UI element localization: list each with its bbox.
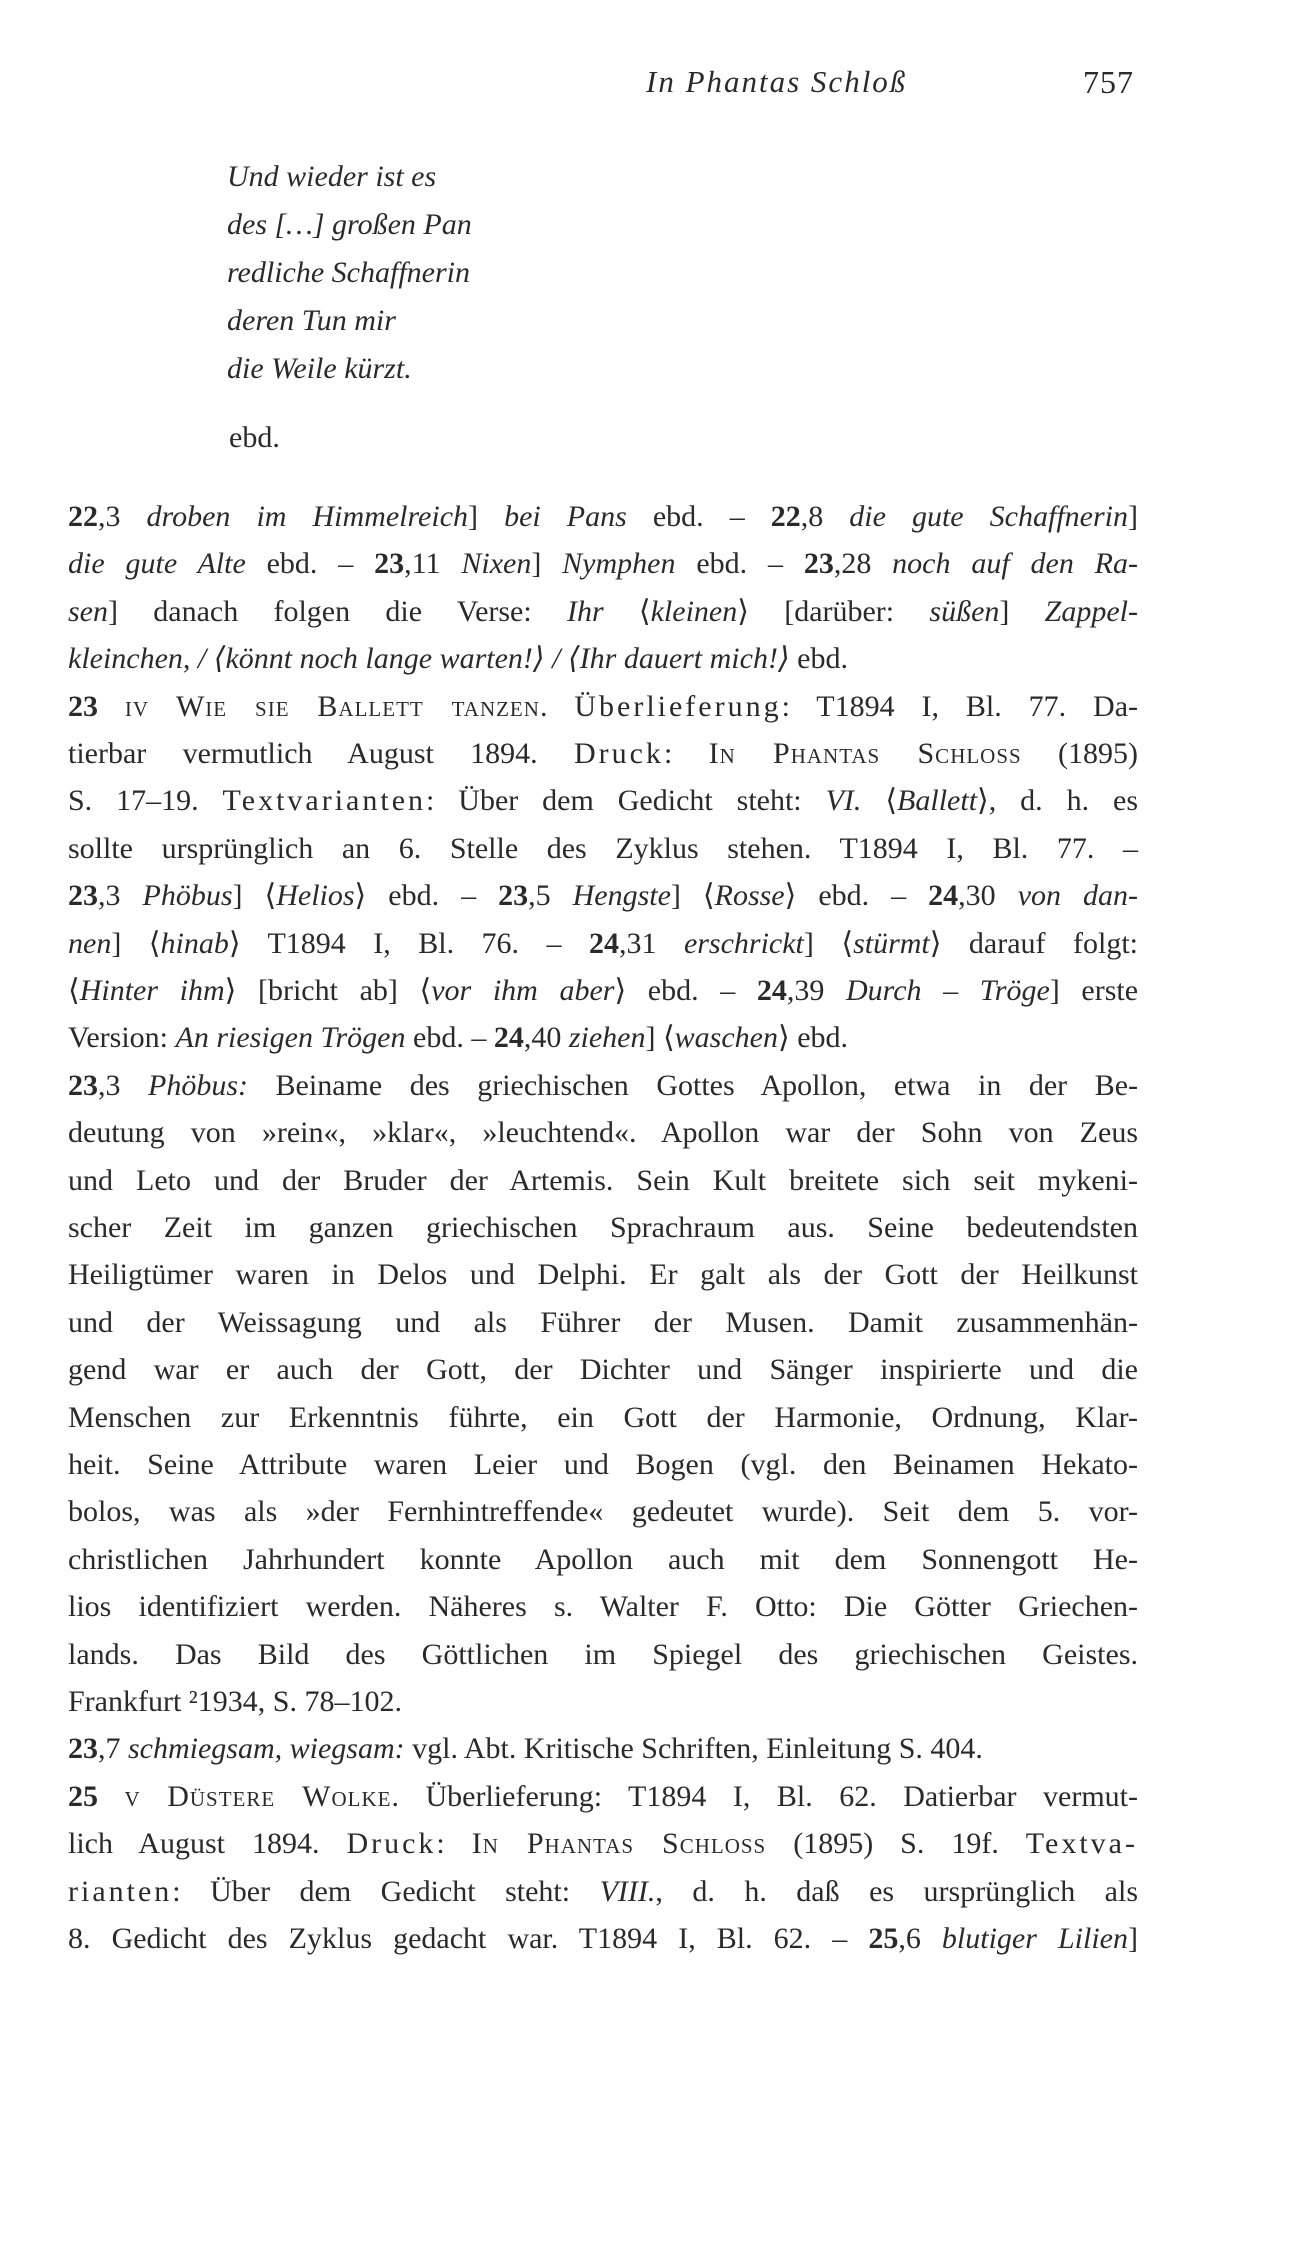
text-run: waschen [674, 1021, 778, 1055]
text-run: deutung von »rein«, »klar«, »leuchtend«. Apollon war der Sohn von Zeus [68, 1116, 1138, 1150]
text-run: ,3 [98, 1068, 149, 1102]
text-run: ] [999, 594, 1045, 628]
poem-line: redliche Schaffnerin [227, 256, 470, 289]
text-run: ebd. [789, 642, 848, 676]
commentary-line [68, 1872, 1138, 1912]
text-run: ] [1128, 1922, 1138, 1955]
poem-line: deren Tun mir [227, 304, 396, 337]
commentary-line [68, 1018, 1138, 1058]
line-reference: 23 [68, 689, 98, 723]
commentary-line [68, 1824, 1138, 1864]
text-run: sollte ursprünglich an 6. Stelle des Zyklus stehen. T1894 I, Bl. 77. – [68, 831, 1138, 865]
line-reference: 23 [498, 879, 529, 913]
running-title: In Phantas Schloß [646, 64, 908, 99]
commentary-line [68, 1919, 1138, 1959]
text-run: schmiegsam, wiegsam: [128, 1732, 405, 1766]
text-run: lands. Das Bild des Göttlichen im Spiegel des griechischen Geistes. [68, 1637, 1138, 1671]
text-run: Ballett [897, 784, 978, 818]
text-run: ,39 [786, 974, 846, 1007]
text-run: Ihr [566, 594, 604, 628]
commentary-line [68, 1161, 1138, 1201]
text-run: ] [468, 500, 505, 533]
text-run: rianten [68, 1874, 173, 1908]
text-run: ⟨ [603, 594, 651, 628]
commentary-line [68, 1635, 1138, 1675]
text-run: gend war er auch der Gott, der Dichter und Sänger inspirierte und die [68, 1353, 1138, 1387]
text-run: : Über dem Gedicht steht: [426, 784, 826, 818]
commentary-line [68, 1492, 1138, 1532]
text-run [98, 690, 125, 723]
page-number: 757 [1083, 64, 1134, 100]
line-reference: 24 [588, 926, 619, 960]
commentary-line [68, 1398, 1138, 1438]
text-run: ⟩ ebd. – [354, 879, 499, 913]
text-run: und der Weissagung und als Führer der Musen. Damit zusammenhän- [68, 1305, 1138, 1339]
text-run: Druck [346, 1827, 437, 1861]
text-run: ] ⟨ [645, 1021, 675, 1055]
text-run: vgl. Abt. Kritische Schriften, Einleitung S. 404. [404, 1732, 983, 1766]
text-run: die gute Schaffnerin [849, 500, 1128, 533]
text-run [98, 1780, 125, 1813]
text-run: Version: [68, 1021, 176, 1055]
text-run: ,11 [404, 547, 462, 581]
text-run [141, 1780, 168, 1813]
text-run: Hengste [572, 879, 671, 913]
text-run: S. 17–19. [68, 784, 223, 818]
text-run: bei Pans [504, 500, 627, 533]
line-reference: 24 [756, 974, 787, 1007]
commentary-line [68, 1255, 1138, 1295]
text-run: ,8 [800, 500, 850, 533]
text-run: ] [531, 547, 563, 581]
text-run: stürmt [853, 926, 930, 960]
text-run: Beiname des griechischen Gottes Apollon, etwa in der Be- [248, 1068, 1139, 1102]
text-run: (1895) S. 19f. [766, 1827, 1026, 1861]
text-run: Frankfurt ²1934, S. 78–102. [68, 1685, 402, 1718]
text-run: Phöbus: [148, 1068, 249, 1102]
text-run: noch auf den Ra- [892, 547, 1138, 581]
text-run: sen [68, 594, 108, 628]
text-run: Hinter ihm [79, 974, 225, 1007]
text-run: ,28 [833, 547, 893, 581]
text-run [149, 690, 176, 723]
text-run: ,40 [523, 1021, 569, 1055]
text-run: ⟩ [darüber: [737, 594, 930, 628]
commentary-line [68, 687, 1138, 727]
text-run: In Phantas Schloss [708, 737, 1022, 770]
text-run: Heiligtümer waren in Delos und Delphi. Er galt als der Gott der Heilkunst [68, 1258, 1138, 1292]
text-run: vor ihm aber [431, 974, 615, 1007]
line-reference: 23 [68, 879, 98, 913]
text-run: ] erste [1049, 974, 1139, 1007]
text-run: : [436, 1827, 472, 1861]
text-run: (1895) [1021, 737, 1138, 770]
line-reference: 23 [68, 1732, 98, 1766]
text-run: Rosse [714, 879, 785, 913]
text-run: Nymphen [562, 547, 676, 581]
text-run: ,3 [98, 879, 143, 913]
text-run: ] ⟨ [803, 926, 854, 960]
commentary-line [68, 1682, 1138, 1722]
text-run: ⟩ ebd. – [784, 879, 929, 913]
text-run: ] danach folgen die Verse: [108, 594, 567, 628]
text-run: Düstere Wolke [167, 1779, 392, 1813]
text-run: blutiger Lilien [941, 1922, 1128, 1955]
poem-source: ebd. [229, 421, 280, 454]
text-run: ] ⟨ [232, 879, 277, 913]
commentary-line [68, 781, 1138, 821]
text-run: ⟩ T1894 I, Bl. 76. – [228, 926, 589, 960]
text-run: ,31 [618, 926, 684, 960]
text-run: ] [1127, 500, 1138, 533]
line-reference: 25 [68, 1779, 98, 1813]
line-reference: 23 [803, 547, 834, 581]
text-run: ,5 [528, 879, 573, 913]
text-run: von dan- [1017, 879, 1138, 913]
text-run: Überlieferung [574, 689, 782, 723]
text-run: ,30 [958, 879, 1018, 913]
text-run: Nixen [461, 547, 532, 581]
text-run: Druck [573, 737, 664, 770]
commentary-line [68, 924, 1138, 964]
commentary-line [68, 876, 1138, 916]
commentary-line [68, 1208, 1138, 1248]
text-run: VI. [825, 784, 862, 818]
text-run: christlichen Jahrhundert konnte Apollon auch mit dem Sonnengott He- [68, 1542, 1138, 1576]
commentary-line [68, 1729, 1138, 1769]
poem-line: des […] großen Pan [227, 208, 472, 241]
text-run: : [663, 737, 709, 770]
text-run: die gute Alte [68, 547, 246, 581]
text-run: In Phantas Schloss [471, 1827, 767, 1861]
text-run: : Über dem Gedicht steht: [172, 1874, 600, 1908]
text-run: 8. Gedicht des Zyklus gedacht war. T1894 I, Bl. 62. – [68, 1922, 869, 1955]
text-run: bolos, was als »der Fernhintreffende« gedeutet wurde). Seit dem 5. vor- [68, 1495, 1138, 1529]
commentary-line [68, 497, 1138, 537]
text-run: ,7 [98, 1732, 128, 1766]
line-reference: 23 [374, 547, 405, 581]
commentary-line [68, 1777, 1138, 1817]
commentary-line [68, 1066, 1138, 1106]
text-run: ⟩ ebd. [778, 1021, 849, 1055]
text-run: kleinen [650, 594, 738, 628]
text-run: erschrickt [683, 926, 804, 960]
text-run: ebd. – [405, 1021, 494, 1055]
text-run: An riesigen Trögen [175, 1021, 406, 1055]
text-run: v [124, 1779, 141, 1813]
text-run: VIII. [599, 1874, 656, 1908]
line-reference: 22 [68, 500, 98, 533]
text-run: . Überlieferung: T1894 I, Bl. 62. Datierbar vermut- [391, 1779, 1139, 1813]
text-run: ebd. – [245, 547, 375, 581]
commentary-line [68, 592, 1138, 632]
commentary-line [68, 1540, 1138, 1580]
text-run: süßen [929, 594, 1000, 628]
line-reference: 25 [868, 1922, 899, 1955]
line-reference: 24 [928, 879, 959, 913]
text-run: ] ⟨ [670, 879, 715, 913]
commentary-line [68, 1350, 1138, 1390]
commentary-line [68, 971, 1138, 1011]
text-run: . [539, 689, 575, 723]
text-run: : T1894 I, Bl. 77. Da- [781, 689, 1139, 723]
text-run: ⟩, d. h. es [977, 784, 1138, 818]
text-run: ,3 [98, 500, 147, 533]
text-run: iv [124, 689, 150, 723]
text-run: scher Zeit im ganzen griechischen Sprachraum aus. Seine bedeutendsten [68, 1211, 1138, 1244]
text-run: Durch – Tröge [845, 974, 1050, 1007]
commentary-line [68, 1303, 1138, 1343]
line-reference: 22 [770, 500, 801, 533]
text-run: Textva- [1025, 1827, 1138, 1861]
text-run: ⟨ [68, 974, 80, 1007]
commentary-line [68, 734, 1138, 774]
text-run: lich August 1894. [68, 1827, 347, 1861]
text-run: heit. Seine Attribute waren Leier und Bogen (vgl. den Beinamen Hekato- [68, 1448, 1138, 1481]
line-reference: 24 [493, 1021, 524, 1055]
text-run: ⟩ darauf folgt: [929, 926, 1139, 960]
text-run: ⟩ ebd. – [614, 974, 757, 1007]
commentary-line [68, 544, 1138, 584]
text-run: tierbar vermutlich August 1894. [68, 737, 574, 770]
text-run: Textvarianten [222, 784, 427, 818]
text-run: Menschen zur Erkenntnis führte, ein Gott der Harmonie, Ordnung, Klar- [68, 1400, 1138, 1434]
text-run: und Leto und der Bruder der Artemis. Sein Kult breitete sich seit mykeni- [68, 1163, 1138, 1197]
text-run: lios identifiziert werden. Näheres s. Walter F. Otto: Die Götter Griechen- [68, 1590, 1138, 1624]
text-run: ebd. – [626, 500, 771, 533]
text-run: ⟩ [bricht ab] ⟨ [224, 974, 432, 1007]
text-run: ziehen [568, 1021, 646, 1055]
text-run: , d. h. daß es ursprünglich als [655, 1874, 1139, 1908]
text-run: Zappel- [1044, 594, 1138, 628]
text-run: ,6 [898, 1922, 942, 1955]
text-run: droben im Himmelreich [146, 500, 469, 533]
text-run: ⟨ [861, 784, 898, 818]
commentary-line [68, 1587, 1138, 1627]
commentary-line [68, 1113, 1138, 1153]
text-run: ebd. – [675, 547, 804, 581]
text-run: Phöbus [142, 879, 233, 913]
commentary-line [68, 829, 1138, 869]
poem-line: Und wieder ist es [227, 160, 437, 193]
text-run: nen [68, 926, 112, 960]
text-run: kleinchen, / ⟨könnt noch lange warten!⟩ / ⟨Ihr dauert mich!⟩ [68, 642, 790, 676]
poem-line: die Weile kürzt. [227, 352, 412, 385]
text-run: Wie sie Ballett tanzen [175, 689, 540, 723]
text-run: ] ⟨ [111, 926, 161, 960]
line-reference: 23 [68, 1068, 98, 1102]
commentary-line [68, 639, 1138, 679]
text-run: Helios [276, 879, 355, 913]
text-run: hinab [160, 926, 229, 960]
commentary-line [68, 1445, 1138, 1485]
